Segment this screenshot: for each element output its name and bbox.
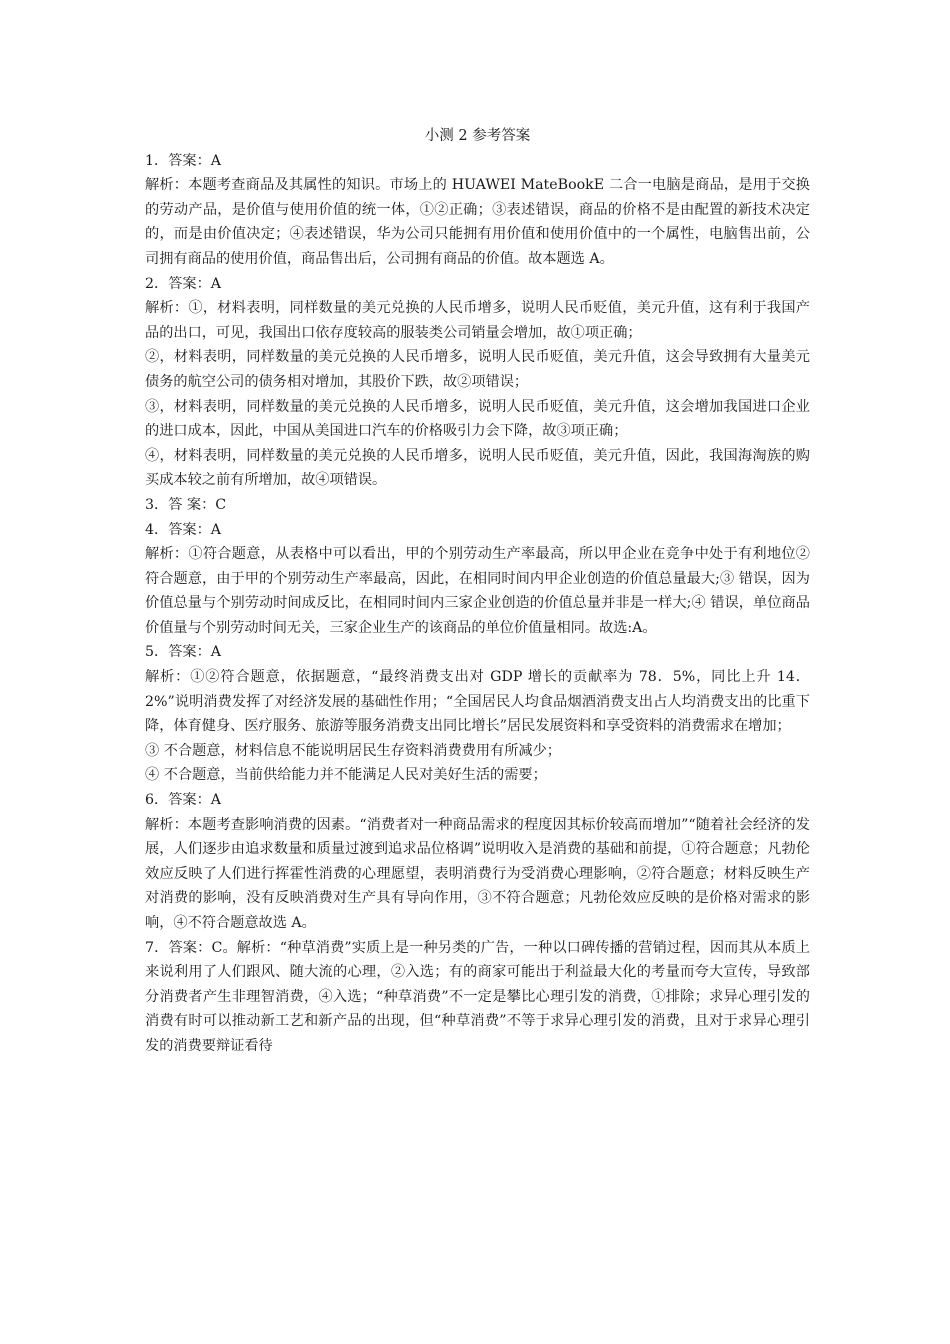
explanation-4: 解析：①符合题意，从表格中可以看出，甲的个别劳动生产率最高，所以甲企业在竞争中处于有利地位②符合题意，由于甲的个别劳动生产率最高，因此，在相同时间内甲企业创造的价值总量最大;③ 错误，因为价值总量与个别劳动时间成反比，在相同时间内三家企业创造的价值总量并非是一样大;④ 错误，单位商品价值量与个别劳动时间无关，三家企业生产的该商品的单位价值量相同。故选:A。 — [145, 546, 810, 636]
explanation-2-item-4: ④，材料表明，同样数量的美元兑换的人民币增多，说明人民币贬值，美元升值，因此，我国海淘族的购买成本较之前有所增加，故④项错误。 — [145, 447, 810, 489]
answer-2: 2．答案：A — [145, 275, 222, 292]
answer-1: 1．答案：A — [145, 152, 222, 169]
explanation-2-item-2: ②，材料表明，同样数量的美元兑换的人民币增多，说明人民币贬值，美元升值，这会导致拥有大量美元债务的航空公司的债务相对增加，其股价下跌，故②项错误； — [145, 349, 810, 390]
document-title: 小测 2 参考答案 — [424, 128, 531, 144]
explanation-6: 解析：本题考查影响消费的因素。“消费者对一种商品需求的程度因其标价较高而增加”“随着社会经济的发展，人们逐步由追求数量和质量过渡到追求品位格调”说明收入是消费的基础和前提，①符合题意；凡勃伦效应反映了人们进行挥霍性消费的心理愿望，表明消费行为受消费心理影响，②符合题意；材料反映生产对消费的影响，没有反映消费对生产具有导向作用，③不符合题意；凡勃伦效应反映的是价格对需求的影响，④不符合题意故选 A。 — [145, 816, 810, 931]
answer-6: 6．答案：A — [145, 792, 222, 809]
explanation-5-item-4: ④ 不合题意，当前供给能力并不能满足人民对美好生活的需要； — [145, 767, 547, 784]
explanation-5-item-3: ③ 不合题意，材料信息不能说明居民生存资料消费费用有所减少； — [145, 742, 561, 759]
document-page — [145, 124, 810, 1059]
answer-5: 5．答案：A — [145, 644, 222, 661]
answer-4: 4．答案：A — [145, 521, 222, 538]
explanation-1: 解析：本题考查商品及其属性的知识。市场上的 HUAWEI MateBookE 二合一电脑是商品，是用于交换的劳动产品，是价值与使用价值的统一体，①②正确；③表述错误，商品的价格不是由配置的新技术决定的，而是由价值决定；④表述错误，华为公司只能拥有用价值和使用价值中的一个属性，电脑售出前，公司拥有商品的使用价值，商品售出后，公司拥有商品的价值。故本题选 A。 — [145, 177, 810, 267]
explanation-2-item-1: 解析：①，材料表明，同样数量的美元兑换的人民币增多，说明人民币贬值，美元升值，这有利于我国产品的出口，可见，我国出口依存度较高的服装类公司销量会增加，故①项正确； — [145, 300, 810, 341]
explanation-5: 解析：①②符合题意，依据题意，“最终消费支出对 GDP 增长的贡献率为 78．5%，同比上升 14．2%”说明消费发挥了对经济发展的基础性作用；“全国居民人均食品烟酒消费支出占人均消费支出的比重下降，体育健身、医疗服务、旅游等服务消费支出同比增长”居民发展资料和享受资料的消费需求在增加； — [145, 669, 810, 735]
answer-3: 3．答 案：C — [145, 496, 227, 513]
answer-7: 7．答案：C。解析：“种草消费”实质上是一种另类的广告，一种以口碑传播的营销过程，因而其从本质上来说利用了人们跟风、随大流的心理，②入选；有的商家可能出于利益最大化的考量而夸大宣传，导致部分消费者产生非理智消费，④入选；“种草消费”不一定是攀比心理引发的消费，①排除；求异心理引发的消费有时可以推动新工艺和新产品的出现，但“种草消费”不等于求异心理引发的消费，且对于求异心理引发的消费要辩证看待 — [145, 939, 810, 1054]
explanation-2-item-3: ③，材料表明，同样数量的美元兑换的人民币增多，说明人民币贬值，美元升值，这会增加我国进口企业的进口成本，因此，中国从美国进口汽车的价格吸引力会下降，故③项正确； — [145, 398, 810, 440]
